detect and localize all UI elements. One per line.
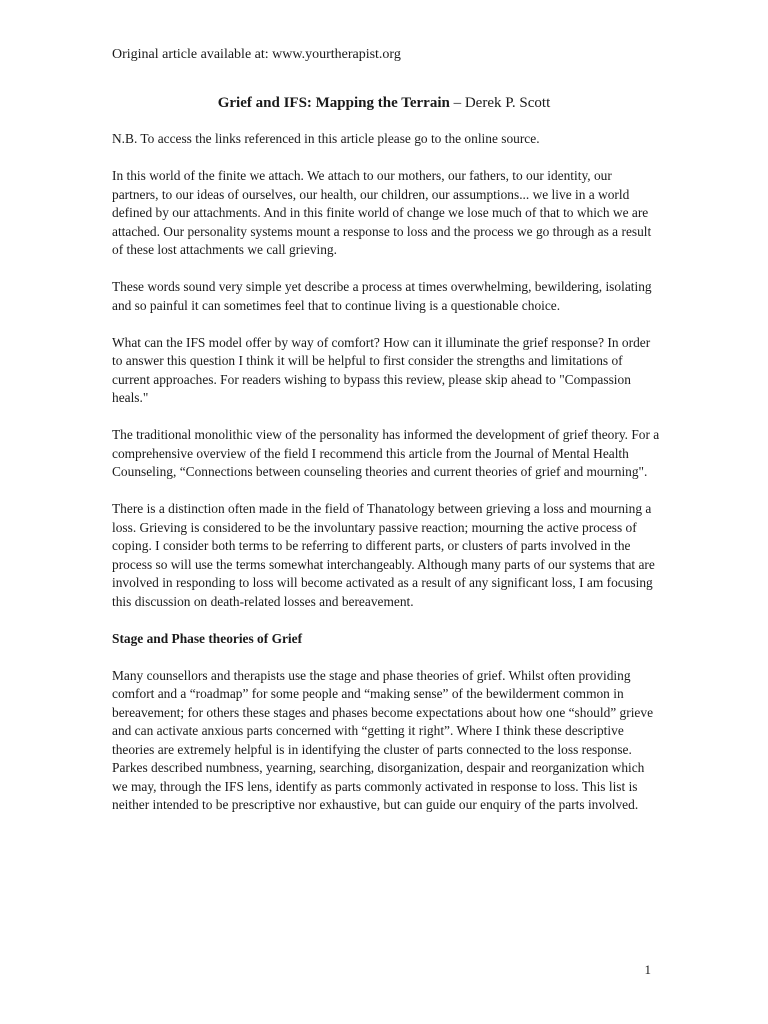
- page-number: 1: [644, 962, 651, 977]
- title-main: Grief and IFS: Mapping the Terrain: [217, 95, 450, 111]
- body-paragraph: In this world of the finite we attach. We attach to our mothers, our fathers, to our identity, our partners, to our ideas of ourselves, our health, our children, our assumptions... we live in a world defined by our attachments. And in this finite world of change we lose much of that to which we are attached. Our personality systems mount a response to loss and the process we go through as a result of these lost attachments we call grieving.: [112, 168, 652, 257]
- article-body: [112, 130, 660, 833]
- body-paragraph: There is a distinction often made in the field of Thanatology between grieving a loss and mourning a loss. Grieving is considered to be the involuntary passive reaction; mourning the active process of coping. I consider both terms to be referring to different parts, or clusters of parts involved in the process so will use the terms somewhat interchangeably. Although many parts of our systems that are involved in responding to loss will become activated as a result of any significant loss, I am focusing this discussion on death-related losses and bereavement.: [112, 501, 655, 609]
- section-heading: Stage and Phase theories of Grief: [112, 630, 303, 646]
- body-paragraph: What can the IFS model offer by way of comfort? How can it illuminate the grief response? In order to answer this question I think it will be helpful to first consider the strengths and limitations of current approaches. For readers wishing to bypass this review, please skip ahead to "Compassion heals.": [112, 334, 651, 405]
- note-paragraph: N.B. To access the links referenced in this article please go to the online source.: [112, 131, 540, 146]
- section-paragraph: Many counsellors and therapists use the stage and phase theories of grief. Whilst often providing comfort and a “roadmap” for some people and “making sense” of the bewilderment common in bereavement; for others these stages and phases become expectations about how one “should” grieve and can activate anxious parts concerned with “getting it right”. Where I think these descriptive theories are extremely helpful is in identifying the cluster of parts connected to the loss response. Parkes described numbness, yearning, searching, disorganization, despair and reorganization which we may, through the IFS lens, identify as parts commonly activated in response to loss. This list is neither intended to be prescriptive nor exhaustive, but can guide our enquiry of the parts involved.: [112, 667, 654, 812]
- body-paragraph: These words sound very simple yet describe a process at times overwhelming, bewildering, isolating and so painful it can sometimes feel that to continue living is a questionable choice.: [112, 279, 652, 313]
- article-title: [0, 93, 768, 113]
- source-line: Original article available at: www.yourtherapist.org: [112, 47, 401, 62]
- body-paragraph: The traditional monolithic view of the personality has informed the development of grief theory. For a comprehensive overview of the field I recommend this article from the Journal of Mental Health Counseling, “Connections between counseling theories and current theories of grief and mourning".: [112, 427, 660, 479]
- title-separator: –: [449, 95, 465, 111]
- author-name: Derek P. Scott: [464, 95, 551, 111]
